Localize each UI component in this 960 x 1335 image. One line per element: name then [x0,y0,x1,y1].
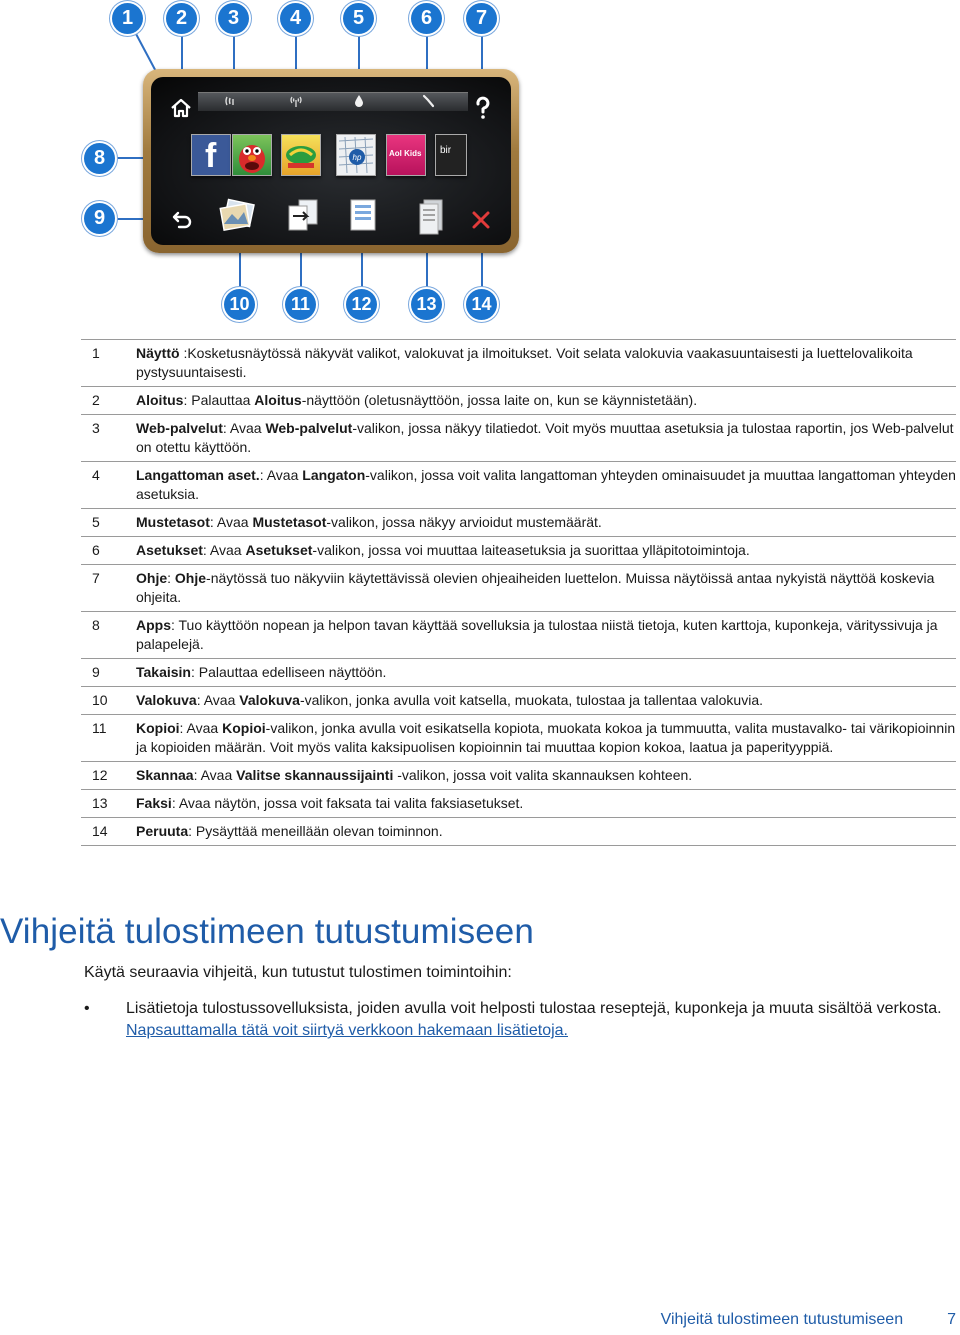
table-row [81,687,956,715]
row-description [136,687,956,715]
term-label: Skannaa [136,767,194,783]
elmo-icon [233,135,271,175]
cancel-icon[interactable] [469,208,493,232]
row-description [136,340,956,387]
term-label: Asetukset [136,542,203,558]
table-row [81,537,956,565]
row-description [136,537,956,565]
term-label: Takaisin [136,664,191,680]
description-text: : Avaa [179,720,223,736]
description-text: -valikon, jonka avulla voit katsella, muokata, tulostaa ja tallentaa valokuvia. [299,692,764,708]
callout-6: 6 [411,3,442,34]
copy-button[interactable] [283,196,317,236]
term-label: Langaton [302,467,366,483]
callout-1: 1 [112,3,143,34]
app-aol-kids-tile[interactable] [386,134,426,176]
table-body [81,340,956,846]
callout-10: 10 [224,289,255,320]
row-number: 8 [81,612,136,659]
table-row [81,715,956,762]
description-text: : Avaa [196,692,240,708]
table-row [81,565,956,612]
term-label: Asetukset [245,542,313,558]
row-description [136,762,956,790]
section-heading: Vihjeitä tulostimeen tutustumiseen [0,912,534,951]
more-info-link[interactable]: Napsauttamalla tätä voit siirtyä verkkoon hakemaan lisätietoja. [126,1022,568,1039]
term-label: Näyttö [136,345,180,361]
wrench-icon[interactable] [421,94,435,108]
term-label: Kopioi [136,720,180,736]
crayola-icon [282,135,320,175]
bullet-marker: • [84,1000,90,1017]
svg-text:hp: hp [352,153,362,162]
app-crayola-tile[interactable] [281,134,321,176]
control-panel-figure [0,0,960,330]
page-number: 7 [947,1311,956,1328]
row-number: 5 [81,509,136,537]
table-row [81,762,956,790]
callout-8: 8 [84,143,115,174]
row-number: 13 [81,790,136,818]
table-row [81,509,956,537]
callout-5: 5 [343,3,374,34]
row-description [136,565,956,612]
photo-icon [218,196,258,236]
row-description [136,415,956,462]
row-number: 12 [81,762,136,790]
row-description [136,659,956,687]
row-number: 14 [81,818,136,846]
term-label: Valitse skannaussijainti [236,767,394,783]
description-text: : Avaa [202,542,246,558]
table-row [81,818,956,846]
description-text: -valikon, jossa näkyy tilatiedot. Voit myös muuttaa asetuksia ja tulostaa raportin, jos Web-palvelut on otettu käyttöön. [136,420,954,455]
callout-9: 9 [84,203,115,234]
description-text: : Avaa näytön, jossa voit faksata tai valita faksiasetukset. [171,795,524,811]
app-facebook-tile[interactable] [191,134,231,176]
row-number: 6 [81,537,136,565]
callout-11: 11 [285,289,316,320]
description-text: : Palauttaa edelliseen näyttöön. [191,664,387,680]
term-label: Mustetasot [252,514,327,530]
description-text: :Kosketusnäytössä näkyvät valikot, valokuvat ja ilmoitukset. Voit selata valokuvia vaakasuuntaisesti ja luettelovalikoita pystysuuntaisesti. [136,345,913,380]
callout-3: 3 [218,3,249,34]
description-text: : Pysäyttää meneillään olevan toiminnon. [188,823,443,839]
callout-4: 4 [280,3,311,34]
description-text: -valikon, jossa voit valita langattoman yhteyden ominaisuudet ja muuttaa langattoman yhteyden asetuksia. [136,467,956,502]
callout-13: 13 [411,289,442,320]
row-description [136,387,956,415]
facebook-logo: f [205,137,217,175]
section-intro: Käytä seuraavia vihjeitä, kun tutustut tulostimen toimintoihin: [84,964,512,981]
table-row [81,415,956,462]
term-label: Ohje [174,570,207,586]
table-row [81,790,956,818]
wireless-icon[interactable] [289,94,303,108]
row-number: 1 [81,340,136,387]
app-bir-tile[interactable] [435,134,467,176]
term-label: Web-palvelut [136,420,223,436]
table-row [81,612,956,659]
fax-button[interactable] [412,196,446,236]
callout-descriptions-table [81,339,956,846]
row-number: 10 [81,687,136,715]
row-number: 3 [81,415,136,462]
row-description [136,715,956,762]
table-row [81,387,956,415]
hp-map-icon [337,135,375,175]
term-label: Valokuva [239,692,300,708]
app-sesame-street-tile[interactable] [232,134,272,176]
callout-2: 2 [166,3,197,34]
row-number: 4 [81,462,136,509]
description-text: -valikon, jossa näkyy arvioidut mustemäärät. [326,514,602,530]
footer-title: Vihjeitä tulostimeen tutustumiseen [660,1311,904,1328]
callout-7: 7 [466,3,497,34]
aol-kids-logo: Aol Kids [389,149,422,158]
description-text: -näytössä tuo näkyviin käytettävissä olevien ohjeaiheiden luettelon. Muissa näytöissä antaa nykyistä näyttöä koskevia ohjeita. [136,570,935,605]
row-number: 7 [81,565,136,612]
description-text: -näyttöön (oletusnäyttöön, jossa laite on, kun se käynnistetään). [301,392,698,408]
help-icon[interactable] [471,96,495,120]
row-description [136,509,956,537]
row-description [136,462,956,509]
term-label: Mustetasot [136,514,210,530]
description-text: : [167,570,175,586]
photo-button[interactable] [218,196,252,236]
term-label: Aloitus [136,392,184,408]
description-text: : Avaa [193,767,237,783]
back-icon[interactable] [169,208,193,232]
app-hp-print-tile[interactable] [336,134,376,176]
description-text: : Avaa [259,467,303,483]
row-description [136,818,956,846]
ink-drop-icon[interactable] [352,94,366,108]
tip-list-item [84,998,944,1042]
scan-icon [345,196,385,236]
description-text: : Avaa [222,420,266,436]
description-text: : Tuo käyttöön nopean ja helpon tavan käyttää sovelluksia ja tulostaa niistä tietoja, kuten karttoja, kuponkeja, värityssivuja ja palapelejä. [136,617,938,652]
row-number: 9 [81,659,136,687]
table-row [81,659,956,687]
scan-button[interactable] [345,196,379,236]
callout-12: 12 [346,289,377,320]
term-label: Web-palvelut [265,420,353,436]
term-label: Peruuta [136,823,189,839]
description-text: -valikon, jossa voi muuttaa laiteasetuksia ja suorittaa ylläpitotoimintoja. [312,542,750,558]
page-footer [661,1311,956,1329]
description-text: -valikon, jossa voit valita skannauksen kohteen. [393,767,693,783]
table-row [81,340,956,387]
callout-14: 14 [466,289,497,320]
tip-body: Lisätietoja tulostussovelluksista, joiden avulla voit helposti tulostaa reseptejä, kuponkeja ja muuta sisältöä verkosta. [126,1000,942,1017]
fax-icon [412,196,452,236]
tip-text [126,998,944,1042]
description-text: : Avaa [209,514,253,530]
term-label: Aloitus [254,392,302,408]
home-icon[interactable] [169,96,193,120]
term-label: Langattoman aset. [136,467,260,483]
copy-icon [283,196,323,236]
row-number: 2 [81,387,136,415]
row-number: 11 [81,715,136,762]
term-label: Apps [136,617,171,633]
row-description [136,790,956,818]
term-label: Faksi [136,795,172,811]
description-text: : Palauttaa [183,392,255,408]
web-services-icon[interactable] [224,94,238,108]
term-label: Kopioi [222,720,266,736]
term-label: Ohje [136,570,168,586]
term-label: Valokuva [136,692,197,708]
row-description [136,612,956,659]
description-text: -valikon, jonka avulla voit esikatsella kopiota, muokata kokoa ja tummuutta, valita mustavalko- tai värikopioinnin ja kopioiden määrän. Voit myös valita kaksipuolisen kopioinnin tai muuttaa kopion kokoa, laatua ja paperityyppiä. [136,720,956,755]
bir-logo: bir [440,145,452,156]
table-row [81,462,956,509]
